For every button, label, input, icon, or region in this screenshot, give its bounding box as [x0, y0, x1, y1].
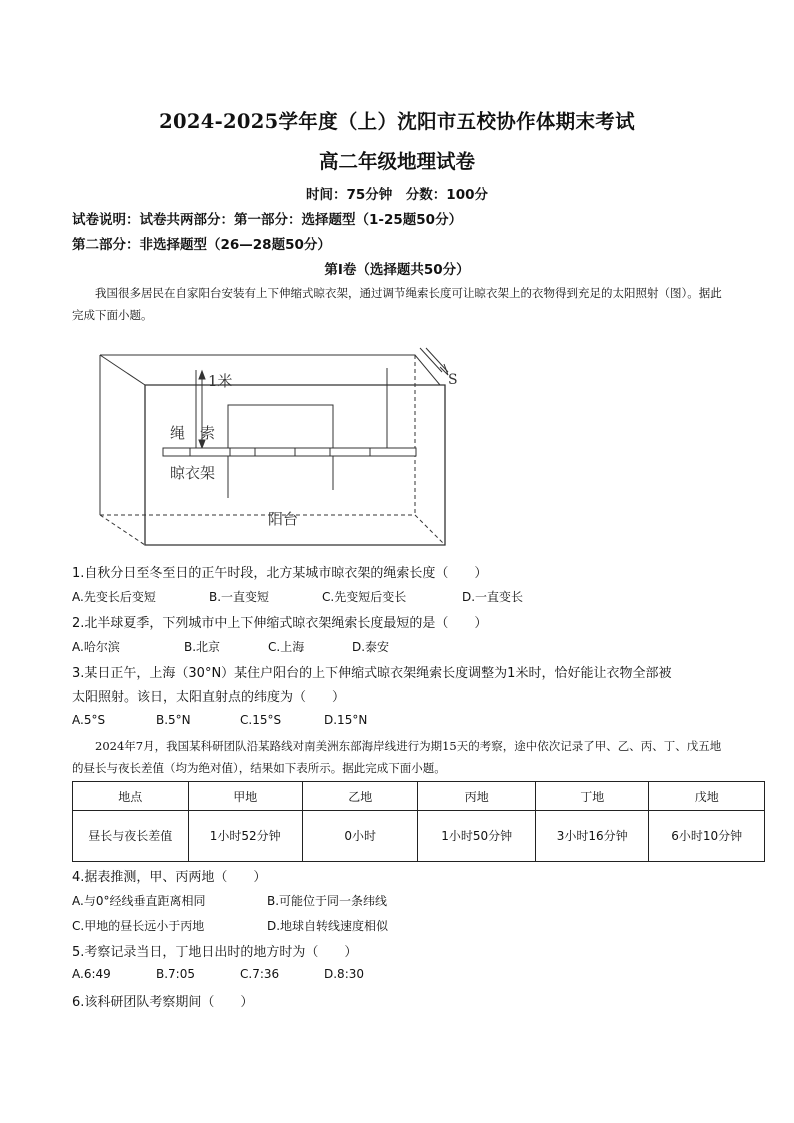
day-night-table — [72, 781, 765, 862]
option: C.15°S — [240, 713, 282, 727]
option: D.泰安 — [352, 640, 390, 654]
direction-label: S — [448, 372, 458, 388]
passage-2: 2024年7月，我国某科研团队沿某路线对南美洲东部海岸线进行为期15天的考察，途中依次记录了甲、乙、丙、丁、戊五地的昼长与夜长差值（均为绝对值），结果如下表所示。据此完成下面小题。 — [72, 739, 722, 775]
exam-subtitle: 高二年级地理试卷 — [318, 150, 475, 173]
option: D.地球自转线速度相似 — [267, 919, 389, 933]
table-header-row — [73, 782, 765, 811]
option: A.6:49 — [72, 967, 111, 981]
option: D.8:30 — [324, 967, 365, 981]
option: C.7:36 — [240, 967, 280, 981]
balcony-figure — [90, 340, 470, 555]
option: B.一直变短 — [209, 590, 270, 604]
option: D.15°N — [324, 713, 368, 727]
table-header-cell: 丙地 — [418, 782, 536, 811]
question-5-options — [72, 967, 364, 981]
option: B.7:05 — [156, 967, 195, 981]
question-3-options — [72, 713, 367, 727]
option: B.可能位于同一条纬线 — [267, 894, 388, 908]
question-2: 2.北半球夏季，下列城市中上下伸缩式晾衣架绳索长度最短的是（ ） — [72, 616, 488, 631]
table-cell: 0小时 — [302, 811, 418, 862]
question-6: 6.该科研团队考察期间（ ） — [72, 995, 254, 1010]
option: C.先变短后变长 — [322, 590, 407, 604]
question-5: 5.考察记录当日，丁地日出时的地方时为（ ） — [72, 945, 358, 960]
question-2-options — [72, 638, 389, 655]
instructions-line-1: 试卷说明：试卷共两部分：第一部分：选择题型（1-25题50分） — [72, 212, 463, 228]
table-cell: 6小时10分钟 — [649, 811, 765, 862]
option: A.先变长后变短 — [72, 590, 156, 604]
question-4-options — [72, 892, 387, 909]
table-cell: 1小时50分钟 — [418, 811, 536, 862]
table-cell: 3小时16分钟 — [536, 811, 649, 862]
section-title: 第Ⅰ卷（选择题共50分） — [324, 262, 470, 278]
length-label: 1米 — [208, 372, 233, 390]
question-3-cont: 太阳照射。该日，太阳直射点的纬度为（ ） — [72, 690, 346, 705]
table-header-cell: 地点 — [73, 782, 189, 811]
question-1-options — [72, 588, 523, 605]
table-header-cell: 戊地 — [649, 782, 765, 811]
question-4: 4.据表推测，甲、丙两地（ ） — [72, 870, 267, 885]
rack-label: 晾衣架 — [170, 464, 216, 482]
option: A.与0°经线垂直距离相同 — [72, 894, 206, 908]
option: C.甲地的昼长远小于丙地 — [72, 919, 205, 933]
question-1: 1.自秋分日至冬至日的正午时段，北方某城市晾衣架的绳索长度（ ） — [72, 566, 488, 581]
exam-meta: 时间：75分钟 分数：100分 — [306, 187, 488, 203]
option: A.5°S — [72, 713, 106, 727]
question-3: 3.某日正午，上海（30°N）某住户阳台的上下伸缩式晾衣架绳索长度调整为1米时，恰好能让衣物全部被 — [72, 666, 672, 681]
balcony-label: 阳台 — [268, 510, 299, 528]
table-row — [73, 811, 765, 862]
table-header-cell: 乙地 — [302, 782, 418, 811]
instructions-line-2: 第二部分：非选择题型（26—28题50分） — [72, 237, 331, 253]
rope-label: 绳 索 — [170, 424, 216, 442]
question-4-options-2 — [72, 917, 388, 934]
option: B.5°N — [156, 713, 191, 727]
exam-title: 2024-2025学年度（上）沈阳市五校协作体期末考试 — [159, 110, 635, 133]
option: C.上海 — [268, 640, 305, 654]
table-header-cell: 甲地 — [188, 782, 302, 811]
option: A.哈尔滨 — [72, 640, 120, 654]
table-cell: 1小时52分钟 — [188, 811, 302, 862]
table-row-label: 昼长与夜长差值 — [73, 811, 189, 862]
option: B.北京 — [184, 640, 221, 654]
option: D.一直变长 — [462, 590, 524, 604]
table-header-cell: 丁地 — [536, 782, 649, 811]
passage-1: 我国很多居民在自家阳台安装有上下伸缩式晾衣架，通过调节绳索长度可让晾衣架上的衣物得到充足的太阳照射（图）。据此完成下面小题。 — [72, 286, 722, 322]
